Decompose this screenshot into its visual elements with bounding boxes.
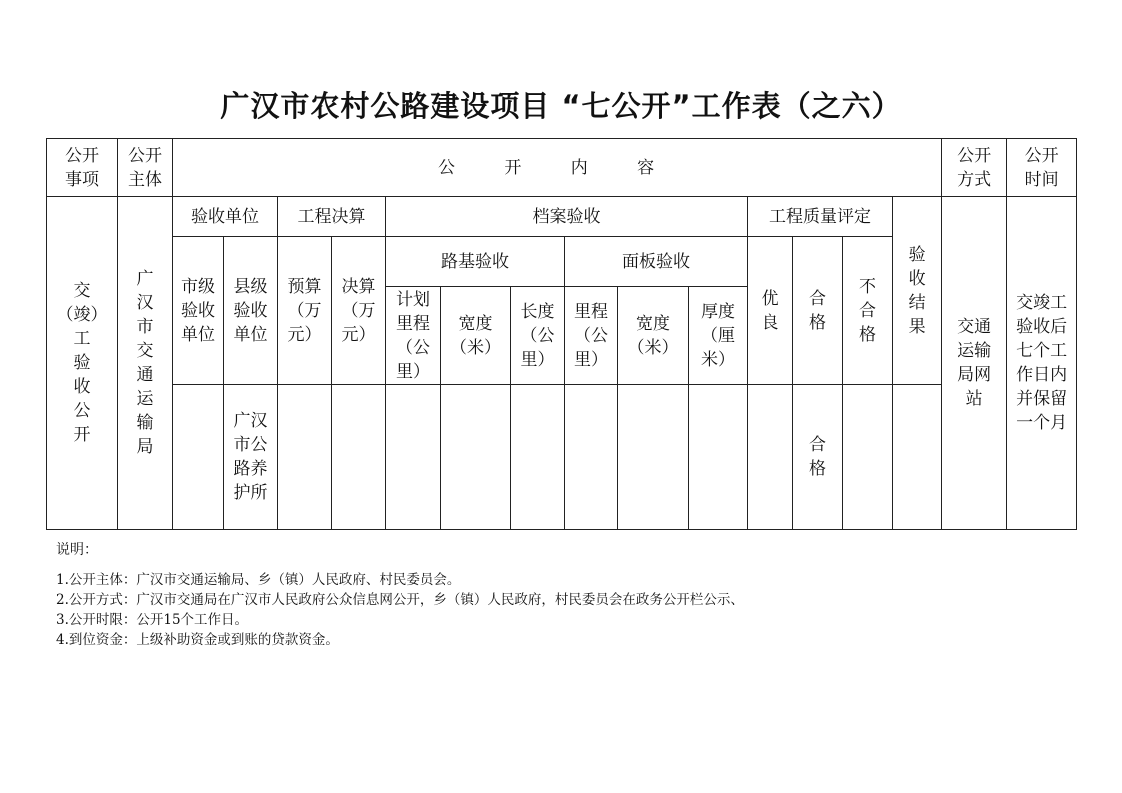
- group-archive: 档案验收: [386, 197, 748, 237]
- data-panel-thickness: [689, 385, 748, 530]
- col-panel-width: 宽度 （米）: [618, 287, 689, 385]
- data-result: [893, 385, 942, 530]
- header-time: 公开 时间: [1007, 139, 1077, 197]
- note-item: 3.公开时限：公开15个工作日。: [56, 612, 249, 628]
- data-unqualified: [843, 385, 893, 530]
- data-roadbed-width: [441, 385, 511, 530]
- group-roadbed: 路基验收: [386, 237, 565, 287]
- col-panel-mileage: 里程 （公 里）: [565, 287, 618, 385]
- data-panel-mileage: [565, 385, 618, 530]
- col-roadbed-width: 宽度 （米）: [441, 287, 511, 385]
- cell-disclosure-time: 交竣工 验收后 七个工 作日内 并保留 一个月: [1007, 197, 1077, 530]
- header-item: 公开 事项: [47, 139, 118, 197]
- data-panel-width: [618, 385, 689, 530]
- col-budget: 预算 （万 元）: [278, 237, 332, 385]
- data-roadbed-length: [511, 385, 565, 530]
- group-settlement: 工程决算: [278, 197, 386, 237]
- header-method: 公开 方式: [942, 139, 1007, 197]
- group-acceptance-unit: 验收单位: [173, 197, 278, 237]
- data-final: [332, 385, 386, 530]
- cell-disclosure-subject: 广 汉 市 交 通 运 输 局: [118, 197, 173, 530]
- disclosure-table: [46, 138, 1077, 530]
- page-title: 广汉市农村公路建设项目 “七公开”工作表（之六）: [220, 89, 902, 123]
- data-county-unit: 广汉 市公 路养 护所: [224, 385, 278, 530]
- data-qualified: 合 格: [793, 385, 843, 530]
- data-budget: [278, 385, 332, 530]
- header-content: 公 开 内 容: [173, 139, 942, 197]
- col-unqualified: 不 合 格: [843, 237, 893, 385]
- notes-heading: 说明：: [56, 542, 98, 558]
- header-subject: 公开 主体: [118, 139, 173, 197]
- note-item: 2.公开方式：广汉市交通局在广汉市人民政府公众信息网公开，乡（镇）人民政府，村民委员会在政务公开栏公示、: [56, 592, 744, 608]
- col-excellent: 优 良: [748, 237, 793, 385]
- col-plan-mileage: 计划 里程 （公 里）: [386, 287, 441, 385]
- note-item: 4.到位资金：上级补助资金或到账的贷款资金。: [56, 632, 339, 648]
- notes-section: [56, 540, 744, 650]
- col-panel-thickness: 厚度 （厘 米）: [689, 287, 748, 385]
- col-final: 决算 （万 元）: [332, 237, 386, 385]
- note-item: 1.公开主体：广汉市交通运输局、乡（镇）人民政府、村民委员会。: [56, 572, 461, 588]
- col-county-unit: 县级 验收 单位: [224, 237, 278, 385]
- col-roadbed-length: 长度 （公 里）: [511, 287, 565, 385]
- col-qualified: 合 格: [793, 237, 843, 385]
- cell-disclosure-method: 交通 运输 局网 站: [942, 197, 1007, 530]
- data-city-unit: [173, 385, 224, 530]
- data-excellent: [748, 385, 793, 530]
- group-result: 验 收 结 果: [893, 197, 942, 385]
- group-panel: 面板验收: [565, 237, 748, 287]
- group-quality: 工程质量评定: [748, 197, 893, 237]
- cell-disclosure-item: 交 （竣） 工 验 收 公 开: [47, 197, 118, 530]
- col-city-unit: 市级 验收 单位: [173, 237, 224, 385]
- data-plan-mileage: [386, 385, 441, 530]
